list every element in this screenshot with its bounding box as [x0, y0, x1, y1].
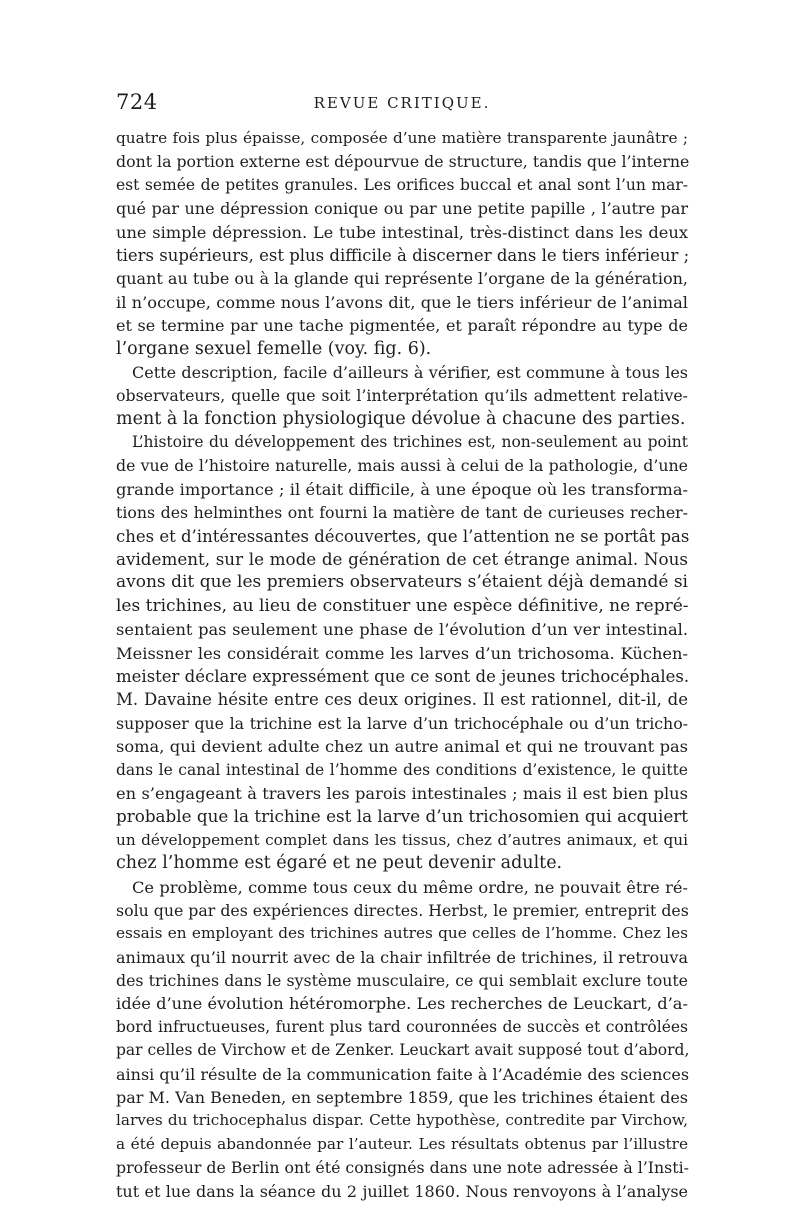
- text-line: ainsi qu’il résulte de la communication faite à l’Académie des sciences: [116, 1064, 690, 1084]
- text-line: des trichines dans le système musculaire, ce qui semblait exclure toute: [116, 971, 688, 991]
- text-line: probable que la trichine est la larve d’un trichosomien qui acquiert: [116, 806, 688, 827]
- text-line: sentaient pas seulement une phase de l’évolution d’un ver intestinal.: [116, 620, 688, 640]
- text-line: un développement complet dans les tissus, chez d’autres animaux, et qui: [116, 830, 688, 849]
- text-line: observateurs, quelle que soit l’interprétation qu’ils admettent relative-: [116, 386, 688, 406]
- text-line: tions des helminthes ont fourni la matière de tant de curieuses recher-: [116, 503, 688, 523]
- page-number: 724: [116, 90, 158, 114]
- body-text: [116, 127, 688, 1203]
- text-line: qué par une dépression conique ou par une petite papille , l’autre par: [116, 199, 688, 219]
- text-line: a été depuis abandonnée par l’auteur. Les résultats obtenus par l’illustre: [116, 1134, 688, 1153]
- text-line: ment à la fonction physiologique dévolue à chacune des parties.: [116, 408, 686, 429]
- text-line: dont la portion externe est dépourvue de structure, tandis que l’interne: [116, 152, 690, 172]
- text-line: par celles de Virchow et de Zenker. Leuckart avait supposé tout d’abord,: [116, 1041, 690, 1060]
- text-line: tut et lue dans la séance du 2 juillet 1860. Nous renvoyons à l’analyse: [116, 1181, 688, 1201]
- text-line: bord infructueuses, furent plus tard couronnées de succès et contrôlées: [116, 1017, 688, 1036]
- text-line: il n’occupe, comme nous l’avons dit, que le tiers inférieur de l’animal: [116, 292, 688, 312]
- text-line: en s’engageant à travers les parois intestinales ; mais il est bien plus: [116, 783, 688, 803]
- text-line: chez l’homme est égaré et ne peut devenir adulte.: [116, 853, 563, 874]
- text-line: larves du trichocephalus dispar. Cette hypothèse, contredite par Virchow,: [116, 1111, 688, 1130]
- text-line: Meissner les considérait comme les larves d’un trichosoma. Küchen-: [116, 643, 688, 663]
- text-line: M. Davaine hésite entre ces deux origines. Il est rationnel, dit-il, de: [116, 690, 688, 710]
- running-title: REVUE CRITIQUE.: [313, 94, 491, 112]
- text-line: l’organe sexuel femelle (voy. fig. 6).: [116, 338, 432, 359]
- page-header: [116, 90, 688, 120]
- text-line: idée d’une évolution hétéromorphe. Les recherches de Leuckart, d’a-: [116, 994, 688, 1014]
- text-line: animaux qu’il nourrit avec de la chair infiltrée de trichines, il retrouva: [116, 947, 688, 967]
- text-line: ches et d’intéressantes découvertes, que l’attention ne se portât pas: [116, 526, 690, 546]
- text-line: tiers supérieurs, est plus difficile à discerner dans le tiers inférieur ;: [116, 245, 690, 265]
- text-line: supposer que la trichine est la larve d’un trichocéphale ou d’un tricho-: [116, 713, 688, 733]
- text-line: Ce problème, comme tous ceux du même ordre, ne pouvait être ré-: [132, 877, 688, 897]
- text-line: avons dit que les premiers observateurs s’étaient déjà demandé si: [116, 572, 688, 593]
- text-line: L’histoire du développement des trichines est, non-seulement au point: [132, 433, 688, 452]
- text-line: solu que par des expériences directes. Herbst, le premier, entreprit des: [116, 900, 689, 920]
- text-line: professeur de Berlin ont été consignés dans une note adressée à l’Insti-: [116, 1158, 689, 1178]
- text-line: les trichines, au lieu de constituer une espèce définitive, ne repré-: [116, 595, 689, 616]
- text-line: grande importance ; il était difficile, à une époque où les transforma-: [116, 479, 688, 499]
- text-line: une simple dépression. Le tube intestinal, très-distinct dans les deux: [116, 222, 688, 242]
- text-line: soma, qui devient adulte chez un autre animal et qui ne trouvant pas: [116, 737, 688, 757]
- text-line: est semée de petites granules. Les orifices buccal et anal sont l’un mar-: [116, 175, 688, 194]
- text-line: quant au tube ou à la glande qui représente l’organe de la génération,: [116, 269, 688, 289]
- text-line: par M. Van Beneden, en septembre 1859, que les trichines étaient des: [116, 1088, 688, 1108]
- text-line: quatre fois plus épaisse, composée d’une matière transparente jaunâtre ;: [116, 129, 688, 147]
- text-line: dans le canal intestinal de l’homme des conditions d’existence, le quitte: [116, 760, 688, 779]
- text-line: Cette description, facile d’ailleurs à vérifier, est commune à tous les: [132, 362, 688, 382]
- text-line: de vue de l’histoire naturelle, mais aussi à celui de la pathologie, d’une: [116, 456, 688, 476]
- text-line: essais en employant des trichines autres que celles de l’homme. Chez les: [116, 924, 688, 943]
- text-line: et se termine par une tache pigmentée, et paraît répondre au type de: [116, 316, 688, 336]
- text-line: meister déclare expressément que ce sont de jeunes trichocéphales.: [116, 666, 690, 686]
- text-line: avidement, sur le mode de génération de cet étrange animal. Nous: [116, 549, 688, 570]
